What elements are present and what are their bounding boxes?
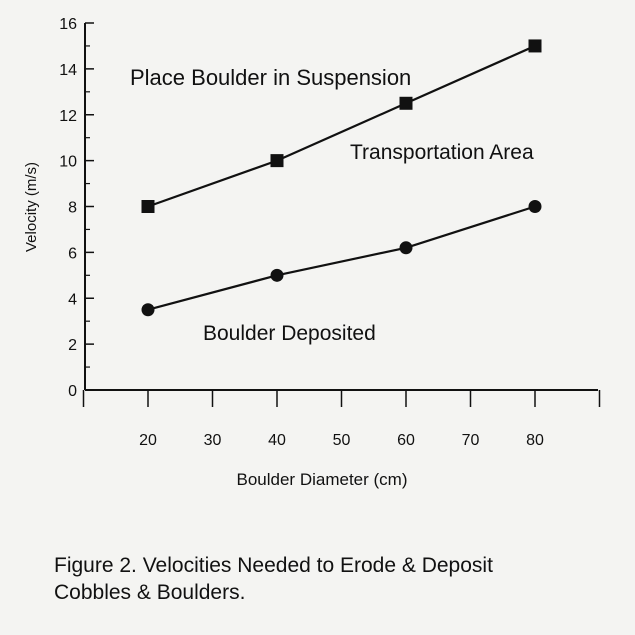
y-tick-label: 2 (68, 337, 77, 355)
suspension-point (271, 154, 284, 167)
x-tick-label: 30 (203, 432, 222, 449)
deposited-point (142, 303, 155, 316)
annotation-suspension: Place Boulder in Suspension (130, 65, 412, 90)
y-tick-label: 0 (68, 383, 77, 400)
x-tick-label: 40 (268, 432, 286, 449)
annotation-transportation: Transportation Area (350, 141, 534, 164)
y-tick-label: 6 (68, 245, 77, 263)
figure-caption (54, 552, 614, 606)
x-tick-label: 20 (139, 432, 157, 449)
deposited-series-line (148, 207, 535, 310)
deposited-point (529, 200, 542, 213)
caption-line-1: Figure 2. Velocities Needed to Erode & Deposit (54, 554, 493, 577)
y-tick-label: 10 (59, 153, 77, 171)
y-tick-label: 12 (59, 107, 77, 125)
annotation-deposited: Boulder Deposited (203, 322, 376, 345)
y-tick-label: 4 (68, 291, 77, 309)
x-tick-label: 70 (461, 432, 480, 449)
y-tick-label: 16 (59, 16, 77, 33)
deposited-point (400, 241, 413, 254)
y-tick-label: 8 (68, 199, 77, 217)
suspension-point (142, 200, 155, 213)
x-axis-label: Boulder Diameter (cm) (236, 470, 408, 489)
x-tick-label: 60 (397, 432, 415, 449)
deposited-point (271, 269, 284, 282)
y-tick-label: 14 (59, 61, 77, 79)
caption-line-2: Cobbles & Boulders. (54, 581, 246, 604)
y-axis-label: Velocity (m/s) (23, 161, 40, 253)
suspension-point (529, 39, 542, 52)
suspension-point (400, 97, 413, 110)
x-tick-label: 50 (332, 432, 351, 449)
x-tick-label: 80 (526, 432, 544, 449)
